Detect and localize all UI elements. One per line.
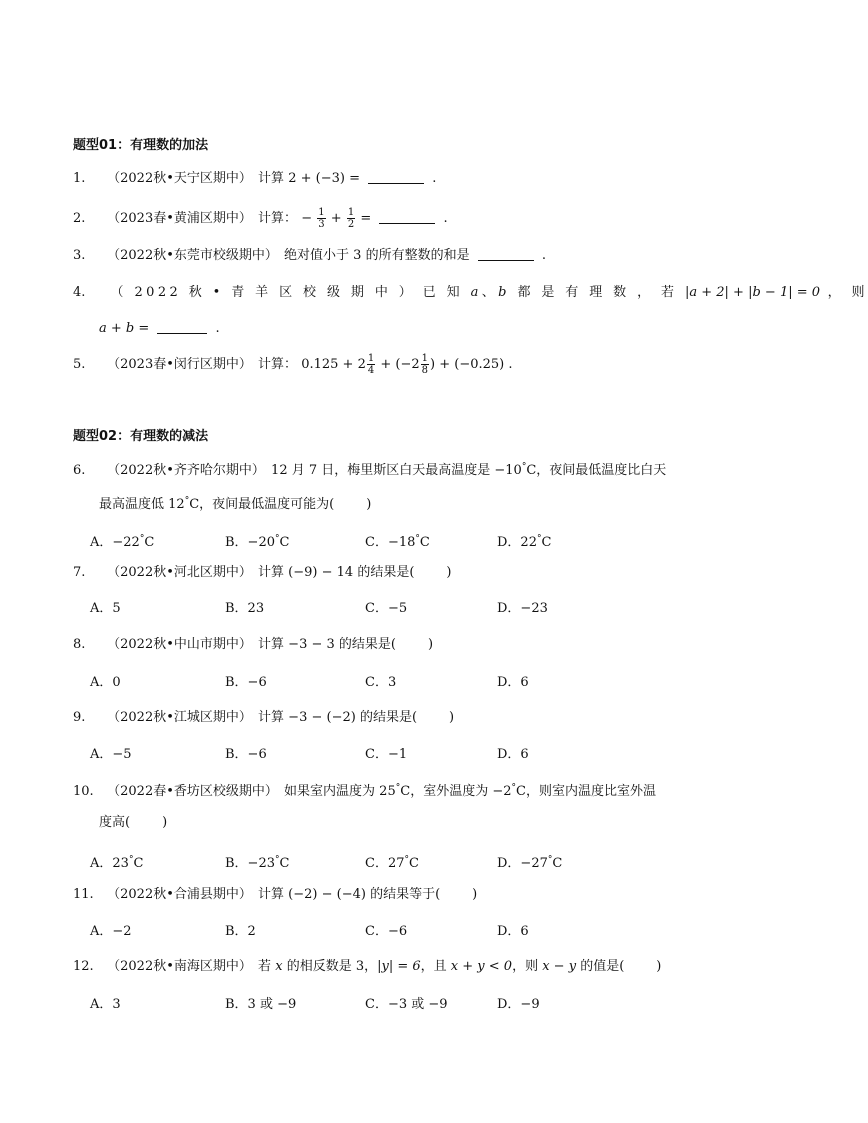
variable-x: x	[275, 959, 283, 974]
question-6	[73, 458, 666, 478]
math-part: + (−2	[380, 357, 420, 372]
denominator: 3	[318, 219, 325, 230]
option-b[interactable]: B．3 或 −9	[225, 997, 297, 1012]
denominator: 2	[347, 219, 355, 230]
question-text: ，夜间最低温度可能为(	[199, 497, 335, 512]
question-text: 计算 −3 − (−2) 的结果是(	[258, 710, 418, 725]
question-5	[73, 352, 513, 378]
unit: C	[189, 497, 200, 512]
question-text: 12 月 7 日，梅里斯区白天最高温度是 −10	[271, 463, 522, 478]
close-paren: )	[446, 565, 452, 580]
plus-sign: +	[330, 211, 342, 226]
option-d[interactable]: D．6	[497, 747, 529, 762]
question-10-options	[90, 851, 710, 871]
numerator: 1	[367, 353, 375, 364]
math-part: 0.125 + 2	[301, 357, 366, 372]
question-text: ，则	[512, 959, 539, 974]
math-expression: a + b =	[99, 321, 150, 336]
answer-blank	[478, 248, 534, 261]
option-d[interactable]: D．−9	[497, 997, 540, 1012]
question-source: （2022秋•河北区期中）	[107, 565, 252, 580]
option-b[interactable]: B．23	[225, 601, 265, 616]
question-source: （2022秋•南海区期中）	[107, 959, 252, 974]
degree-mark: °	[275, 855, 280, 865]
question-text: ，则室内温度比室外温	[525, 784, 656, 799]
option-label: C．−18	[365, 535, 416, 550]
period: .	[508, 357, 513, 372]
question-12-options	[90, 996, 710, 1016]
question-number: 5.	[73, 357, 86, 372]
degree-mark: °	[139, 534, 145, 544]
unit: C	[552, 856, 563, 871]
math-part: ) + (−0.25)	[430, 357, 505, 372]
option-label: A．23	[90, 856, 129, 871]
question-text: 绝对值小于 3 的所有整数的和是	[284, 248, 470, 263]
question-6-continuation	[99, 492, 371, 514]
minus-sign: −	[301, 211, 313, 226]
question-text: 都 是 有 理 数 ， 若	[517, 285, 678, 300]
unit: C	[133, 856, 144, 871]
question-number: 8.	[73, 637, 86, 652]
question-text: 计算：	[258, 357, 298, 372]
question-number: 7.	[73, 565, 86, 580]
question-4-continuation	[99, 320, 220, 338]
question-2	[73, 206, 448, 232]
unit: C	[409, 856, 419, 871]
question-text: ，室外温度为 −2	[410, 784, 512, 799]
question-8	[73, 636, 433, 656]
question-source: （2022秋•东莞市校级期中）	[107, 248, 278, 263]
question-source: （2022秋•合浦县期中）	[107, 887, 252, 902]
question-1	[73, 170, 436, 190]
close-paren: )	[656, 959, 662, 974]
option-a[interactable]	[90, 851, 143, 873]
section-title-addition: 题型01：有理数的加法	[73, 138, 209, 153]
option-c[interactable]: C．−5	[365, 601, 408, 616]
question-number: 9.	[73, 710, 86, 725]
unit: C	[541, 535, 552, 550]
question-10	[73, 779, 656, 799]
separator: 、	[481, 285, 499, 300]
section-title-subtraction: 题型02：有理数的减法	[73, 429, 209, 444]
option-label: D．22	[497, 535, 537, 550]
option-a[interactable]: A．5	[90, 601, 121, 616]
question-source: （2022春•香坊区校级期中）	[107, 784, 278, 799]
question-source: （2022秋•天宁区期中）	[107, 171, 252, 186]
answer-blank	[368, 171, 424, 184]
period: .	[432, 171, 437, 186]
question-text: 的相反数是 3，	[286, 959, 378, 974]
fraction-one-quarter	[367, 353, 375, 376]
question-text: 计算：	[258, 211, 298, 226]
degree-mark: °	[395, 783, 401, 793]
question-7	[73, 564, 451, 584]
numerator: 1	[318, 207, 325, 218]
denominator: 4	[367, 365, 375, 376]
unit: C	[419, 535, 430, 550]
close-paren: )	[472, 887, 478, 902]
answer-blank	[157, 321, 207, 334]
numerator: 1	[421, 353, 429, 364]
question-7-options	[90, 600, 710, 620]
degree-mark: °	[536, 534, 542, 544]
unit: C	[144, 535, 155, 550]
variable-b: b	[498, 285, 510, 300]
option-c[interactable]	[365, 851, 419, 873]
question-text: ， 则	[827, 285, 868, 300]
fraction-one-half	[347, 207, 355, 230]
period: .	[215, 321, 220, 336]
question-text: 计算 (−9) − 14 的结果是(	[258, 565, 415, 580]
answer-blank	[379, 211, 435, 224]
question-text: 的值是(	[580, 959, 625, 974]
math-expression: 2 + (−3) =	[288, 171, 360, 186]
question-8-options	[90, 674, 710, 694]
option-c[interactable]	[365, 530, 430, 552]
option-b[interactable]: B．−6	[225, 747, 267, 762]
unit: C	[279, 535, 290, 550]
fraction-one-eighth	[421, 353, 429, 376]
equals-sign: =	[360, 211, 372, 226]
question-9-options	[90, 746, 710, 766]
denominator: 8	[421, 365, 429, 376]
unit: C	[400, 784, 411, 799]
unit: C	[515, 784, 526, 799]
math-expression: x − y	[542, 959, 577, 974]
question-9	[73, 709, 454, 729]
option-label: B．−20	[225, 535, 275, 550]
unit: C	[279, 856, 290, 871]
option-label: C．27	[365, 856, 405, 871]
option-d[interactable]: D．−23	[497, 601, 548, 616]
option-label: A．−22	[90, 535, 140, 550]
fraction-one-third	[317, 207, 325, 230]
math-expression: |y| = 6	[377, 959, 421, 974]
option-c[interactable]: C．−6	[365, 924, 408, 939]
question-source: （2022秋•齐齐哈尔期中）	[107, 463, 265, 478]
option-a[interactable]: A．−5	[90, 747, 132, 762]
close-paren: )	[366, 497, 372, 512]
question-source: （2022秋•中山市期中）	[107, 637, 252, 652]
math-expression: x + y < 0	[450, 959, 513, 974]
option-d[interactable]: D．6	[497, 675, 529, 690]
question-source: （ 2022 秋 • 青 羊 区 校 级 期 中 ）	[110, 285, 416, 300]
option-c[interactable]: C．−3 或 −9	[365, 997, 448, 1012]
option-d[interactable]	[497, 851, 562, 873]
question-number: 10.	[73, 784, 94, 799]
unit: C	[526, 463, 537, 478]
close-paren: )	[427, 637, 434, 652]
question-6-options	[90, 530, 710, 550]
degree-mark: °	[521, 462, 527, 472]
question-text: 如果室内温度为 25	[284, 784, 396, 799]
question-source: （2023春•闵行区期中）	[107, 357, 252, 372]
question-number: 4.	[73, 285, 86, 300]
degree-mark: °	[415, 534, 420, 544]
option-b[interactable]	[225, 851, 289, 873]
close-paren: )	[449, 710, 455, 725]
question-text: 计算 −3 − 3 的结果是(	[258, 637, 396, 652]
question-number: 2.	[73, 211, 86, 226]
option-b[interactable]	[225, 530, 289, 552]
question-11	[73, 886, 477, 906]
option-a[interactable]: A．−2	[90, 924, 132, 939]
question-source: （2023春•黄浦区期中）	[107, 211, 252, 226]
option-d[interactable]: D．6	[497, 924, 529, 939]
question-text: ，且	[420, 959, 447, 974]
period: .	[541, 248, 547, 263]
option-a[interactable]: A．0	[90, 675, 121, 690]
degree-mark: °	[547, 855, 553, 865]
option-c[interactable]: C．3	[365, 675, 397, 690]
question-text: 度高(	[99, 815, 131, 830]
option-label: B．−23	[225, 856, 275, 871]
question-number: 6.	[73, 463, 86, 478]
question-number: 12.	[73, 959, 94, 974]
option-d[interactable]	[497, 530, 551, 552]
period: .	[443, 211, 448, 226]
question-10-continuation	[99, 814, 167, 832]
degree-mark: °	[275, 534, 280, 544]
degree-mark: °	[404, 855, 409, 865]
question-4	[73, 284, 868, 304]
question-text: ，夜间最低温度比白天	[536, 463, 667, 478]
degree-mark: °	[128, 855, 134, 865]
math-expression: |a + 2| + |b − 1| = 0	[684, 285, 821, 300]
option-label: D．−27	[497, 856, 548, 871]
question-text: 最高温度低 12	[99, 497, 185, 512]
option-a[interactable]: A．3	[90, 997, 121, 1012]
question-12	[73, 958, 661, 978]
degree-mark: °	[184, 496, 190, 506]
option-a[interactable]	[90, 530, 154, 552]
question-3	[73, 247, 546, 267]
question-text: 已 知	[422, 285, 464, 300]
question-text: 计算 (−2) − (−4) 的结果等于(	[258, 887, 441, 902]
option-b[interactable]: B．2	[225, 924, 256, 939]
degree-mark: °	[511, 783, 516, 793]
question-11-options	[90, 923, 710, 943]
question-number: 1.	[73, 171, 86, 186]
question-number: 3.	[73, 248, 86, 263]
question-source: （2022秋•江城区期中）	[107, 710, 252, 725]
question-text: 计算	[258, 171, 285, 186]
question-number: 11.	[73, 887, 94, 902]
close-paren: )	[162, 815, 168, 830]
option-c[interactable]: C．−1	[365, 747, 408, 762]
option-b[interactable]: B．−6	[225, 675, 267, 690]
numerator: 1	[347, 207, 355, 218]
question-text: 若	[258, 959, 272, 974]
variable-a: a	[470, 285, 482, 300]
